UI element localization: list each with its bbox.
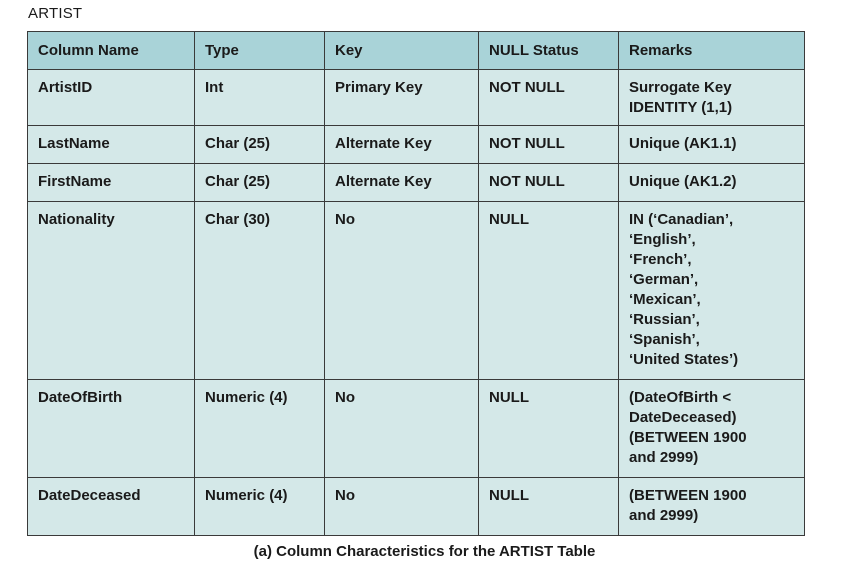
cell-type: Char (30) [195, 202, 325, 380]
cell-type: Numeric (4) [195, 478, 325, 536]
cell-key: Alternate Key [325, 164, 479, 202]
cell-null-status: NULL [479, 380, 619, 478]
cell-type: Char (25) [195, 126, 325, 164]
cell-key: Alternate Key [325, 126, 479, 164]
cell-column-name: ArtistID [28, 70, 195, 126]
cell-remarks: (DateOfBirth < DateDeceased) (BETWEEN 1900 and 2999) [619, 380, 805, 478]
table-row [28, 126, 805, 164]
table-row [28, 380, 805, 478]
cell-column-name: DateOfBirth [28, 380, 195, 478]
artist-column-table [27, 31, 805, 536]
cell-key: No [325, 202, 479, 380]
header-null-status: NULL Status [479, 32, 619, 70]
cell-remarks: Unique (AK1.2) [619, 164, 805, 202]
header-type: Type [195, 32, 325, 70]
cell-remarks: Unique (AK1.1) [619, 126, 805, 164]
table-row [28, 70, 805, 126]
table-title: ARTIST [28, 5, 83, 22]
cell-column-name: LastName [28, 126, 195, 164]
cell-column-name: Nationality [28, 202, 195, 380]
cell-remarks: IN (‘Canadian’, ‘English’, ‘French’, ‘German’, ‘Mexican’, ‘Russian’, ‘Spanish’, ‘United States’) [619, 202, 805, 380]
cell-null-status: NOT NULL [479, 126, 619, 164]
cell-null-status: NULL [479, 202, 619, 380]
table-row [28, 478, 805, 536]
header-key: Key [325, 32, 479, 70]
cell-null-status: NULL [479, 478, 619, 536]
cell-null-status: NOT NULL [479, 70, 619, 126]
cell-remarks: Surrogate Key IDENTITY (1,1) [619, 70, 805, 126]
cell-type: Numeric (4) [195, 380, 325, 478]
cell-type: Int [195, 70, 325, 126]
cell-type: Char (25) [195, 164, 325, 202]
cell-key: Primary Key [325, 70, 479, 126]
cell-key: No [325, 380, 479, 478]
header-remarks: Remarks [619, 32, 805, 70]
cell-column-name: FirstName [28, 164, 195, 202]
table-row [28, 164, 805, 202]
header-column-name: Column Name [28, 32, 195, 70]
table-row [28, 202, 805, 380]
cell-column-name: DateDeceased [28, 478, 195, 536]
cell-key: No [325, 478, 479, 536]
cell-remarks: (BETWEEN 1900 and 2999) [619, 478, 805, 536]
table-caption: (a) Column Characteristics for the ARTIST Table [253, 543, 596, 560]
cell-null-status: NOT NULL [479, 164, 619, 202]
header-row [28, 32, 805, 70]
